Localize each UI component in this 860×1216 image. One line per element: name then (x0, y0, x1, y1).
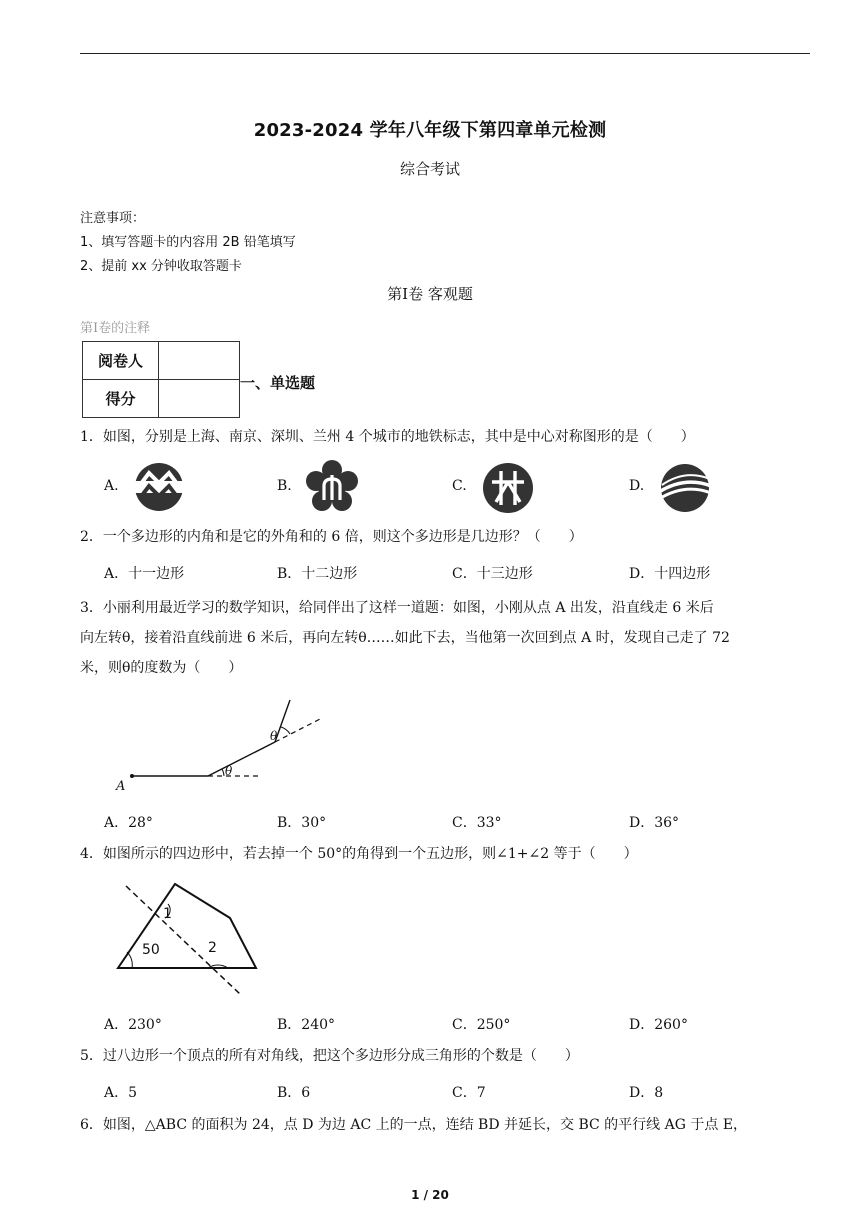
point-a-label: A (116, 779, 126, 794)
q4-option-d[interactable]: D．260° (629, 1017, 688, 1033)
q3-option-c[interactable]: C．33° (452, 815, 502, 831)
shenzhen-metro-logo-icon (482, 462, 534, 514)
note-item: 2、提前 xx 分钟收取答题卡 (80, 259, 242, 274)
angle-50-label: 50 (142, 942, 160, 958)
question-3-text (80, 593, 815, 683)
score-label: 得分 (83, 380, 159, 418)
question-4-text: 4．如图所示的四边形中，若去掉一个 50°的角得到一个五边形，则∠1+∠2 等于（ ） (80, 846, 638, 862)
q1-option-a[interactable]: A. (104, 478, 119, 494)
angle-1-label: 1 (163, 906, 172, 922)
quadrilateral (118, 884, 256, 968)
volume-note: 第Ⅰ卷的注释 (80, 321, 151, 336)
q2-option-a[interactable]: A．十一边形 (104, 566, 185, 582)
reviewer-label: 阅卷人 (83, 342, 159, 380)
question-3-figure (110, 696, 340, 796)
question-6-text: 6．如图，△ABC 的面积为 24，点 D 为边 AC 上的一点，连结 BD 并延长，交 BC 的平行线 AG 于点 E， (80, 1117, 748, 1133)
shanghai-metro-logo-icon (132, 461, 188, 513)
volume-title: 第Ⅰ卷 客观题 (387, 285, 473, 303)
q1-option-c[interactable]: C. (452, 478, 467, 494)
question-3-line: 3．小丽利用最近学习的数学知识，给同伴出了这样一道题：如图，小刚从点 A 出发，沿直线走 6 米后 (80, 600, 714, 616)
q2-option-c[interactable]: C．十三边形 (452, 566, 533, 582)
q5-option-a[interactable]: A．5 (104, 1085, 138, 1101)
score-table (82, 341, 240, 418)
question-3-line: 米，则θ的度数为（ ） (80, 660, 243, 676)
question-5-text: 5．过八边形一个顶点的所有对角线，把这个多边形分成三角形的个数是（ ） (80, 1048, 579, 1064)
point-a (130, 774, 134, 778)
page-number: 1 / 20 (411, 1188, 449, 1202)
score-field[interactable] (159, 380, 240, 418)
question-2-text: 2．一个多边形的内角和是它的外角和的 6 倍，则这个多边形是几边形？（ ） (80, 529, 583, 545)
cut-line (126, 886, 240, 994)
header-rule (80, 53, 810, 54)
angle-arc-2 (281, 727, 290, 734)
q5-option-c[interactable]: C．7 (452, 1085, 486, 1101)
q4-option-b[interactable]: B．240° (277, 1017, 336, 1033)
question-4-figure (110, 876, 270, 1000)
notes-heading: 注意事项： (80, 211, 146, 226)
lanzhou-metro-logo-icon (658, 462, 712, 514)
question-1-text: 1．如图，分别是上海、南京、深圳、兰州 4 个城市的地铁标志，其中是中心对称图形的是（ ） (80, 429, 695, 445)
angle-label-1: θ (225, 764, 233, 778)
section-title: 一、单选题 (240, 374, 316, 392)
angle-2-label: 2 (208, 940, 217, 956)
question-3-line: 向左转θ，接着沿直线前进 6 米后，再向左转θ……如此下去，当他第一次回到点 A 时，发现自己走了 72 (80, 630, 730, 646)
q5-option-b[interactable]: B．6 (277, 1085, 311, 1101)
q4-option-c[interactable]: C．250° (452, 1017, 511, 1033)
q3-option-a[interactable]: A．28° (104, 815, 153, 831)
path-segment-2 (208, 742, 275, 776)
q2-option-b[interactable]: B．十二边形 (277, 566, 358, 582)
q3-option-d[interactable]: D．36° (629, 815, 680, 831)
exam-subtitle: 综合考试 (399, 160, 460, 178)
nanjing-metro-logo-icon (305, 460, 359, 514)
note-item: 1、填写答题卡的内容用 2B 铅笔填写 (80, 235, 296, 250)
reviewer-field[interactable] (159, 342, 240, 380)
q2-option-d[interactable]: D．十四边形 (629, 566, 711, 582)
q5-option-d[interactable]: D．8 (629, 1085, 664, 1101)
angle-arc-1 (222, 769, 224, 776)
q4-option-a[interactable]: A．230° (104, 1017, 162, 1033)
exam-title: 2023-2024 学年八年级下第四章单元检测 (253, 120, 607, 141)
q1-option-d[interactable]: D. (629, 478, 645, 494)
angle-label-2: θ (270, 729, 278, 743)
q1-option-b[interactable]: B. (277, 478, 292, 494)
path-segment-3 (275, 700, 290, 742)
q3-option-b[interactable]: B．30° (277, 815, 327, 831)
